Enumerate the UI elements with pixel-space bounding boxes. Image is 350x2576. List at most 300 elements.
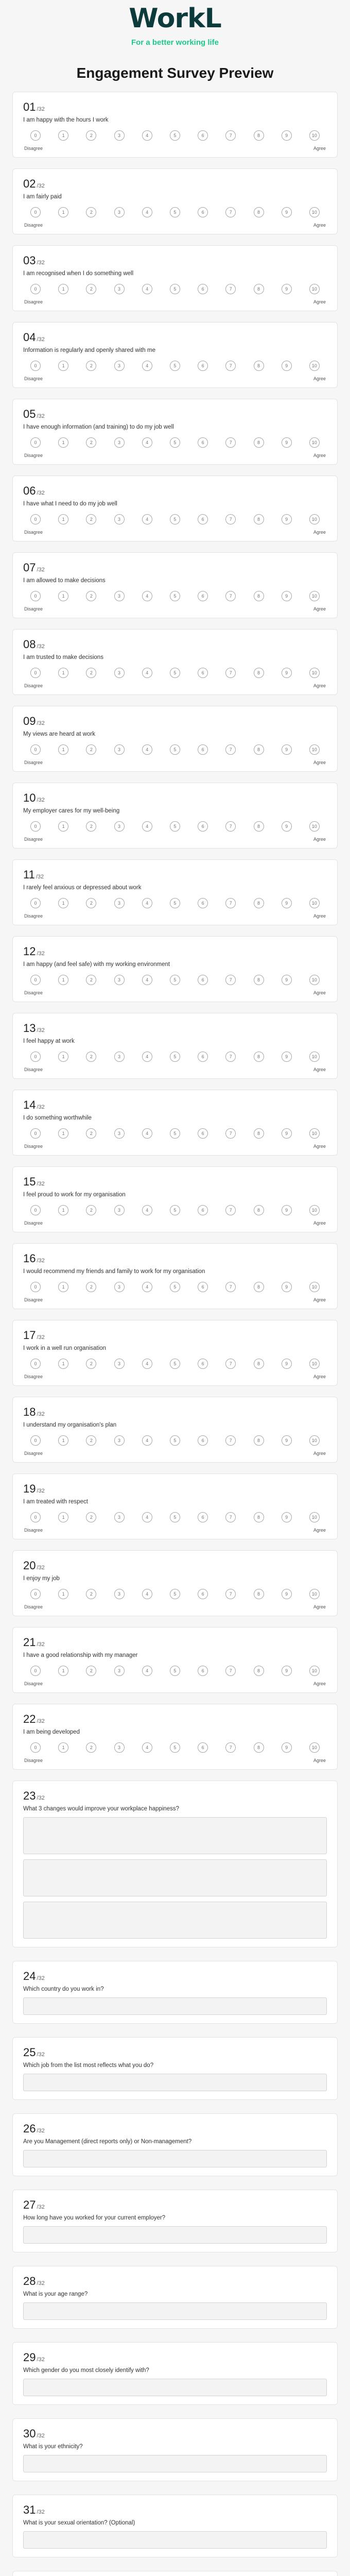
rating-radio[interactable]: 1 <box>58 514 68 524</box>
answer-field[interactable] <box>23 2379 327 2396</box>
rating-radio[interactable]: 5 <box>170 1742 180 1753</box>
rating-radio[interactable]: 8 <box>254 898 264 908</box>
rating-radio[interactable]: 3 <box>114 1282 125 1292</box>
answer-field[interactable] <box>23 2226 327 2244</box>
rating-radio[interactable]: 5 <box>170 898 180 908</box>
rating-option <box>53 437 74 448</box>
rating-radio[interactable]: 3 <box>114 744 125 755</box>
rating-radio[interactable]: 6 <box>198 668 208 678</box>
rating-option <box>25 1512 46 1522</box>
rating-radio[interactable]: 10 <box>309 1742 320 1753</box>
rating-radio[interactable]: 7 <box>225 1742 236 1753</box>
rating-radio[interactable]: 1 <box>58 207 68 217</box>
rating-radio[interactable]: 0 <box>30 1742 41 1753</box>
answer-field[interactable] <box>23 1817 327 1854</box>
rating-radio[interactable]: 1 <box>58 744 68 755</box>
rating-radio[interactable]: 10 <box>309 284 320 294</box>
question-card <box>12 629 338 695</box>
rating-option <box>109 1589 130 1599</box>
rating-radio[interactable]: 1 <box>58 1666 68 1676</box>
rating-radio[interactable]: 5 <box>170 1205 180 1215</box>
rating-radio[interactable]: 9 <box>282 1435 292 1446</box>
rating-radio[interactable]: 0 <box>30 1205 41 1215</box>
rating-option <box>276 1435 297 1446</box>
rating-radio[interactable]: 7 <box>225 591 236 601</box>
rating-radio[interactable]: 10 <box>309 1205 320 1215</box>
rating-radio[interactable]: 3 <box>114 668 125 678</box>
rating-radio[interactable]: 8 <box>254 591 264 601</box>
rating-radio[interactable]: 3 <box>114 1435 125 1446</box>
rating-radio[interactable]: 2 <box>86 821 96 832</box>
rating-radio[interactable]: 0 <box>30 1589 41 1599</box>
rating-radio[interactable]: 7 <box>225 1128 236 1139</box>
rating-radio[interactable]: 6 <box>198 1052 208 1062</box>
rating-radio[interactable]: 6 <box>198 1742 208 1753</box>
rating-radio[interactable]: 8 <box>254 744 264 755</box>
rating-radio[interactable]: 4 <box>142 1205 152 1215</box>
rating-radio[interactable]: 6 <box>198 821 208 832</box>
rating-radio[interactable]: 2 <box>86 207 96 217</box>
rating-radio[interactable]: 1 <box>58 1052 68 1062</box>
rating-radio[interactable]: 7 <box>225 284 236 294</box>
rating-option <box>137 1359 157 1369</box>
question-text: What is your age range? <box>23 2291 88 2297</box>
rating-radio[interactable]: 9 <box>282 975 292 985</box>
rating-radio[interactable]: 4 <box>142 284 152 294</box>
rating-radio[interactable]: 1 <box>58 1742 68 1753</box>
rating-radio[interactable]: 0 <box>30 284 41 294</box>
rating-radio[interactable]: 10 <box>309 1589 320 1599</box>
rating-radio[interactable]: 10 <box>309 591 320 601</box>
rating-radio[interactable]: 4 <box>142 1666 152 1676</box>
answer-field[interactable] <box>23 2531 327 2549</box>
rating-radio[interactable]: 8 <box>254 207 264 217</box>
rating-radio[interactable]: 3 <box>114 284 125 294</box>
rating-radio[interactable]: 0 <box>30 1512 41 1522</box>
scale-high-label: Agree <box>313 837 326 842</box>
rating-radio[interactable]: 4 <box>142 1512 152 1522</box>
rating-radio[interactable]: 2 <box>86 975 96 985</box>
rating-radio[interactable]: 1 <box>58 284 68 294</box>
question-number: 09 <box>23 715 36 727</box>
question-number: 26 <box>23 2122 36 2135</box>
rating-radio[interactable]: 6 <box>198 591 208 601</box>
workl-logo[interactable]: WorkL <box>129 3 221 34</box>
scale-low-label: Disagree <box>24 299 43 304</box>
rating-radio[interactable]: 9 <box>282 284 292 294</box>
rating-radio[interactable]: 4 <box>142 1589 152 1599</box>
rating-radio[interactable]: 8 <box>254 130 264 141</box>
rating-radio[interactable]: 5 <box>170 975 180 985</box>
rating-radio[interactable]: 4 <box>142 975 152 985</box>
rating-radio[interactable]: 9 <box>282 1282 292 1292</box>
rating-radio[interactable]: 7 <box>225 975 236 985</box>
rating-radio[interactable]: 6 <box>198 1205 208 1215</box>
scale-end-labels <box>23 1297 327 1302</box>
question-header <box>23 945 327 958</box>
rating-radio[interactable]: 10 <box>309 1282 320 1292</box>
rating-radio[interactable]: 5 <box>170 1512 180 1522</box>
rating-radio[interactable]: 0 <box>30 514 41 524</box>
rating-radio[interactable]: 3 <box>114 207 125 217</box>
answer-field[interactable] <box>23 2074 327 2091</box>
rating-radio[interactable]: 10 <box>309 1052 320 1062</box>
rating-option <box>53 591 74 601</box>
rating-radio[interactable]: 8 <box>254 975 264 985</box>
rating-radio[interactable]: 9 <box>282 668 292 678</box>
rating-radio[interactable]: 4 <box>142 1359 152 1369</box>
rating-radio[interactable]: 3 <box>114 1589 125 1599</box>
rating-radio[interactable]: 8 <box>254 1666 264 1676</box>
rating-radio[interactable]: 2 <box>86 1205 96 1215</box>
rating-radio[interactable]: 7 <box>225 1666 236 1676</box>
rating-radio[interactable]: 3 <box>114 1128 125 1139</box>
rating-radio[interactable]: 4 <box>142 898 152 908</box>
rating-radio[interactable]: 2 <box>86 1359 96 1369</box>
rating-radio[interactable]: 3 <box>114 591 125 601</box>
rating-radio[interactable]: 6 <box>198 1589 208 1599</box>
rating-radio[interactable]: 0 <box>30 668 41 678</box>
rating-radio[interactable]: 2 <box>86 668 96 678</box>
rating-radio[interactable]: 3 <box>114 1512 125 1522</box>
rating-radio[interactable]: 4 <box>142 1435 152 1446</box>
rating-radio[interactable]: 8 <box>254 1052 264 1062</box>
rating-radio[interactable]: 4 <box>142 130 152 141</box>
rating-radio[interactable]: 3 <box>114 975 125 985</box>
rating-radio[interactable]: 10 <box>309 975 320 985</box>
rating-radio[interactable]: 5 <box>170 514 180 524</box>
rating-radio[interactable]: 6 <box>198 898 208 908</box>
rating-radio[interactable]: 10 <box>309 821 320 832</box>
rating-radio[interactable]: 5 <box>170 1435 180 1446</box>
question-text: I am treated with respect <box>23 1499 88 1505</box>
question-total: /32 <box>37 797 45 803</box>
rating-radio[interactable]: 10 <box>309 668 320 678</box>
question-text: I have enough information (and training) to do my job well <box>23 424 174 430</box>
rating-radio[interactable]: 2 <box>86 591 96 601</box>
rating-radio[interactable]: 6 <box>198 1512 208 1522</box>
rating-radio[interactable]: 5 <box>170 1282 180 1292</box>
rating-radio[interactable]: 2 <box>86 284 96 294</box>
rating-radio[interactable]: 1 <box>58 1128 68 1139</box>
rating-radio[interactable]: 7 <box>225 898 236 908</box>
rating-radio[interactable]: 5 <box>170 668 180 678</box>
rating-radio[interactable]: 10 <box>309 361 320 371</box>
rating-radio[interactable]: 8 <box>254 821 264 832</box>
rating-radio[interactable]: 0 <box>30 361 41 371</box>
rating-radio[interactable]: 0 <box>30 744 41 755</box>
rating-radio[interactable]: 1 <box>58 130 68 141</box>
rating-radio[interactable]: 5 <box>170 1359 180 1369</box>
rating-option <box>220 1742 241 1753</box>
rating-radio[interactable]: 2 <box>86 514 96 524</box>
scale-end-labels <box>23 1374 327 1379</box>
rating-radio[interactable]: 7 <box>225 514 236 524</box>
rating-radio[interactable]: 0 <box>30 591 41 601</box>
rating-radio[interactable]: 7 <box>225 1512 236 1522</box>
rating-radio[interactable]: 4 <box>142 668 152 678</box>
rating-radio[interactable]: 0 <box>30 437 41 448</box>
scale-end-labels <box>23 760 327 765</box>
rating-radio[interactable]: 3 <box>114 1205 125 1215</box>
rating-radio[interactable]: 2 <box>86 898 96 908</box>
rating-radio[interactable]: 2 <box>86 130 96 141</box>
rating-radio[interactable]: 9 <box>282 1666 292 1676</box>
rating-scale <box>23 1435 327 1446</box>
rating-radio[interactable]: 4 <box>142 744 152 755</box>
rating-radio[interactable]: 5 <box>170 744 180 755</box>
rating-radio[interactable]: 4 <box>142 1282 152 1292</box>
rating-option <box>304 1435 325 1446</box>
rating-radio[interactable]: 8 <box>254 1205 264 1215</box>
rating-radio[interactable]: 9 <box>282 1589 292 1599</box>
rating-radio[interactable]: 5 <box>170 591 180 601</box>
question-header <box>23 561 327 574</box>
rating-radio[interactable]: 9 <box>282 1205 292 1215</box>
scale-low-label: Disagree <box>24 223 43 228</box>
rating-radio[interactable]: 7 <box>225 744 236 755</box>
rating-radio[interactable]: 1 <box>58 668 68 678</box>
rating-radio[interactable]: 5 <box>170 1589 180 1599</box>
rating-radio[interactable]: 7 <box>225 1359 236 1369</box>
rating-radio[interactable]: 0 <box>30 1359 41 1369</box>
rating-radio[interactable]: 2 <box>86 744 96 755</box>
rating-radio[interactable]: 3 <box>114 1052 125 1062</box>
rating-radio[interactable]: 10 <box>309 1435 320 1446</box>
rating-radio[interactable]: 9 <box>282 361 292 371</box>
rating-radio[interactable]: 5 <box>170 130 180 141</box>
answer-field[interactable] <box>23 1859 327 1896</box>
rating-radio[interactable]: 5 <box>170 1666 180 1676</box>
rating-radio[interactable]: 6 <box>198 437 208 448</box>
rating-radio[interactable]: 1 <box>58 821 68 832</box>
rating-radio[interactable]: 4 <box>142 361 152 371</box>
rating-radio[interactable]: 1 <box>58 1589 68 1599</box>
answer-field[interactable] <box>23 2150 327 2167</box>
rating-radio[interactable]: 7 <box>225 437 236 448</box>
rating-radio[interactable]: 6 <box>198 1282 208 1292</box>
rating-radio[interactable]: 4 <box>142 1742 152 1753</box>
rating-radio[interactable]: 9 <box>282 821 292 832</box>
rating-radio[interactable]: 0 <box>30 1435 41 1446</box>
rating-radio[interactable]: 8 <box>254 1742 264 1753</box>
rating-option <box>81 975 101 985</box>
rating-radio[interactable]: 10 <box>309 1666 320 1676</box>
rating-radio[interactable]: 1 <box>58 1205 68 1215</box>
rating-radio[interactable]: 6 <box>198 1435 208 1446</box>
rating-radio[interactable]: 5 <box>170 1052 180 1062</box>
rating-radio[interactable]: 4 <box>142 207 152 217</box>
rating-radio[interactable]: 4 <box>142 1128 152 1139</box>
rating-radio[interactable]: 9 <box>282 744 292 755</box>
rating-radio[interactable]: 7 <box>225 1435 236 1446</box>
rating-radio[interactable]: 0 <box>30 130 41 141</box>
tagline: For a better working life <box>131 38 219 47</box>
rating-radio[interactable]: 10 <box>309 1128 320 1139</box>
rating-radio[interactable]: 0 <box>30 1282 41 1292</box>
rating-radio[interactable]: 9 <box>282 1359 292 1369</box>
rating-radio[interactable]: 2 <box>86 1052 96 1062</box>
rating-radio[interactable]: 2 <box>86 1282 96 1292</box>
rating-radio[interactable]: 4 <box>142 821 152 832</box>
rating-radio[interactable]: 6 <box>198 130 208 141</box>
rating-option <box>81 668 101 678</box>
rating-radio[interactable]: 10 <box>309 744 320 755</box>
rating-option <box>220 1359 241 1369</box>
rating-radio[interactable]: 1 <box>58 975 68 985</box>
rating-radio[interactable]: 0 <box>30 1052 41 1062</box>
rating-radio[interactable]: 5 <box>170 207 180 217</box>
rating-radio[interactable]: 2 <box>86 1435 96 1446</box>
rating-radio[interactable]: 10 <box>309 207 320 217</box>
rating-radio[interactable]: 6 <box>198 514 208 524</box>
rating-radio[interactable]: 4 <box>142 591 152 601</box>
rating-radio[interactable]: 7 <box>225 1205 236 1215</box>
rating-radio[interactable]: 6 <box>198 361 208 371</box>
rating-radio[interactable]: 8 <box>254 1282 264 1292</box>
rating-radio[interactable]: 3 <box>114 1742 125 1753</box>
rating-radio[interactable]: 1 <box>58 898 68 908</box>
rating-option <box>249 130 269 141</box>
rating-radio[interactable]: 6 <box>198 284 208 294</box>
rating-radio[interactable]: 6 <box>198 744 208 755</box>
rating-radio[interactable]: 6 <box>198 1359 208 1369</box>
rating-radio[interactable]: 9 <box>282 207 292 217</box>
rating-radio[interactable]: 1 <box>58 361 68 371</box>
rating-radio[interactable]: 3 <box>114 437 125 448</box>
rating-radio[interactable]: 0 <box>30 207 41 217</box>
rating-scale <box>23 130 327 141</box>
rating-radio[interactable]: 8 <box>254 361 264 371</box>
rating-option <box>276 821 297 832</box>
rating-radio[interactable]: 1 <box>58 1282 68 1292</box>
rating-radio[interactable]: 9 <box>282 1512 292 1522</box>
rating-radio[interactable]: 6 <box>198 1666 208 1676</box>
rating-radio[interactable]: 1 <box>58 1512 68 1522</box>
rating-radio[interactable]: 7 <box>225 668 236 678</box>
rating-radio[interactable]: 8 <box>254 1589 264 1599</box>
rating-option <box>249 207 269 217</box>
scale-end-labels <box>23 1758 327 1763</box>
rating-radio[interactable]: 10 <box>309 514 320 524</box>
rating-radio[interactable]: 5 <box>170 437 180 448</box>
rating-radio[interactable]: 2 <box>86 1512 96 1522</box>
rating-radio[interactable]: 7 <box>225 207 236 217</box>
rating-radio[interactable]: 3 <box>114 1666 125 1676</box>
rating-radio[interactable]: 0 <box>30 821 41 832</box>
rating-radio[interactable]: 0 <box>30 898 41 908</box>
rating-radio[interactable]: 0 <box>30 975 41 985</box>
rating-radio[interactable]: 7 <box>225 1589 236 1599</box>
rating-radio[interactable]: 2 <box>86 1666 96 1676</box>
rating-option <box>109 284 130 294</box>
rating-radio[interactable]: 7 <box>225 1282 236 1292</box>
rating-radio[interactable]: 4 <box>142 437 152 448</box>
rating-radio[interactable]: 5 <box>170 361 180 371</box>
rating-radio[interactable]: 10 <box>309 1359 320 1369</box>
answer-field[interactable] <box>23 1902 327 1939</box>
rating-radio[interactable]: 8 <box>254 437 264 448</box>
rating-radio[interactable]: 5 <box>170 284 180 294</box>
rating-radio[interactable]: 3 <box>114 130 125 141</box>
scale-low-label: Disagree <box>24 1758 43 1763</box>
rating-scale <box>23 591 327 601</box>
rating-radio[interactable]: 0 <box>30 1128 41 1139</box>
rating-radio[interactable]: 8 <box>254 1359 264 1369</box>
rating-radio[interactable]: 8 <box>254 668 264 678</box>
rating-radio[interactable]: 9 <box>282 1052 292 1062</box>
rating-radio[interactable]: 2 <box>86 1128 96 1139</box>
answer-field[interactable] <box>23 2455 327 2472</box>
rating-radio[interactable]: 9 <box>282 1128 292 1139</box>
rating-radio[interactable]: 6 <box>198 975 208 985</box>
rating-scale <box>23 668 327 678</box>
rating-radio[interactable]: 8 <box>254 1435 264 1446</box>
rating-radio[interactable]: 8 <box>254 1128 264 1139</box>
rating-radio[interactable]: 5 <box>170 821 180 832</box>
rating-radio[interactable]: 5 <box>170 1128 180 1139</box>
rating-option <box>165 1742 185 1753</box>
rating-radio[interactable]: 1 <box>58 591 68 601</box>
question-total: /32 <box>37 2280 45 2286</box>
rating-radio[interactable]: 1 <box>58 1359 68 1369</box>
rating-radio[interactable]: 3 <box>114 361 125 371</box>
rating-option <box>165 668 185 678</box>
rating-radio[interactable]: 2 <box>86 361 96 371</box>
question-number: 27 <box>23 2198 36 2211</box>
rating-radio[interactable]: 6 <box>198 1128 208 1139</box>
rating-radio[interactable]: 8 <box>254 514 264 524</box>
rating-radio[interactable]: 3 <box>114 1359 125 1369</box>
rating-radio[interactable]: 10 <box>309 1512 320 1522</box>
rating-radio[interactable]: 1 <box>58 437 68 448</box>
rating-option <box>192 591 213 601</box>
rating-radio[interactable]: 10 <box>309 437 320 448</box>
rating-radio[interactable]: 9 <box>282 1742 292 1753</box>
rating-radio[interactable]: 4 <box>142 514 152 524</box>
rating-scale <box>23 284 327 294</box>
rating-radio[interactable]: 3 <box>114 898 125 908</box>
rating-radio[interactable]: 2 <box>86 437 96 448</box>
rating-radio[interactable]: 0 <box>30 1666 41 1676</box>
rating-radio[interactable]: 10 <box>309 898 320 908</box>
rating-radio[interactable]: 9 <box>282 437 292 448</box>
rating-radio[interactable]: 3 <box>114 514 125 524</box>
rating-radio[interactable]: 7 <box>225 821 236 832</box>
rating-radio[interactable]: 3 <box>114 821 125 832</box>
question-text: My employer cares for my well-being <box>23 808 120 814</box>
answer-field[interactable] <box>23 1997 327 2015</box>
rating-radio[interactable]: 7 <box>225 361 236 371</box>
scale-low-label: Disagree <box>24 530 43 535</box>
rating-radio[interactable]: 2 <box>86 1589 96 1599</box>
rating-radio[interactable]: 6 <box>198 207 208 217</box>
rating-radio[interactable]: 7 <box>225 1052 236 1062</box>
rating-radio[interactable]: 1 <box>58 1435 68 1446</box>
rating-radio[interactable]: 4 <box>142 1052 152 1062</box>
rating-radio[interactable]: 9 <box>282 591 292 601</box>
rating-radio[interactable]: 9 <box>282 898 292 908</box>
rating-radio[interactable]: 8 <box>254 284 264 294</box>
rating-radio[interactable]: 9 <box>282 130 292 141</box>
rating-radio[interactable]: 7 <box>225 130 236 141</box>
rating-radio[interactable]: 9 <box>282 514 292 524</box>
rating-option <box>137 898 157 908</box>
answer-field[interactable] <box>23 2302 327 2320</box>
rating-radio[interactable]: 8 <box>254 1512 264 1522</box>
rating-radio[interactable]: 2 <box>86 1742 96 1753</box>
rating-radio[interactable]: 10 <box>309 130 320 141</box>
